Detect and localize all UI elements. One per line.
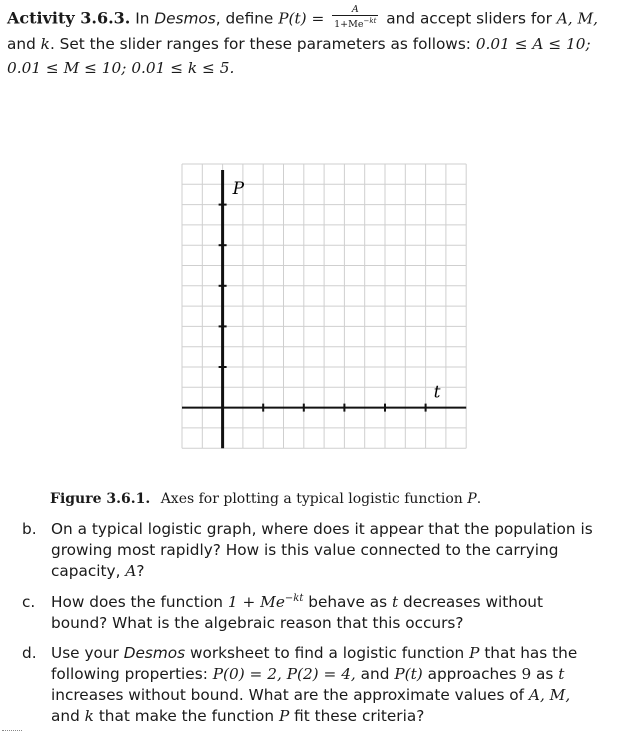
question-d-pt: P(t) (394, 665, 423, 683)
question-d-var-p: P (469, 644, 480, 662)
question-d-var-p2: P (278, 707, 290, 725)
fraction-denominator (332, 16, 378, 30)
question-c-label: c. (22, 593, 36, 611)
question-b-var: A (125, 562, 137, 580)
question-c-expr: $1 + Me^{-kt}$ (227, 592, 304, 611)
question-d (22, 643, 602, 727)
after-fraction-text: and accept sliders for (386, 9, 552, 28)
question-b-end: ? (136, 562, 145, 580)
logistic-fraction (332, 4, 378, 30)
question-d-var-t: t (558, 665, 565, 683)
app-name: Desmos (154, 9, 216, 28)
activity-header (7, 6, 619, 80)
x-axis-label: t (433, 382, 441, 403)
question-d-part1: Use your (51, 644, 119, 662)
question-d-vars: A, M, (528, 686, 571, 704)
y-axis-label: P (232, 179, 245, 199)
question-d-part5: approaches (427, 665, 517, 683)
lead-word: In (135, 9, 150, 28)
question-b-label: b. (22, 520, 37, 538)
define-text: , define (215, 9, 274, 28)
slider-vars: A, M, (556, 9, 599, 28)
question-b-text: On a typical logistic graph, where does it appear that the population is growing most rapidly? How is this value connected to the carrying capacity, (51, 520, 593, 580)
figure-label: Figure 3.6.1. (50, 491, 151, 507)
caption-var: P (467, 491, 477, 507)
question-c-part1: How does the function (51, 593, 224, 611)
function-lhs: P(t) = (278, 9, 325, 28)
range-k: 0.01 ≤ k ≤ 5. (131, 59, 235, 78)
logistic-axes-graph (178, 160, 470, 455)
question-d-part2: worksheet to find a logistic function (189, 644, 465, 662)
line2-a: and (7, 35, 36, 54)
caption-text: Axes for plotting a typical logistic function (160, 491, 463, 507)
question-c-part3: decreases without bound? What is the algebraic reason that this occurs? (51, 593, 544, 632)
grid-lines (182, 164, 466, 448)
line2-b: . Set the slider ranges for these parameters as follows: (49, 35, 471, 54)
question-d-var-k: k (84, 707, 94, 725)
page-edge-marker (2, 730, 22, 731)
denominator-base: 1+Me (334, 19, 364, 31)
question-c-exp: −kt (284, 592, 304, 604)
denominator-exponent: −kt (363, 17, 377, 25)
question-d-part4: and (360, 665, 390, 683)
activity-label: Activity 3.6.3. (7, 8, 131, 28)
question-c-var-t: t (391, 593, 399, 611)
question-d-nine: 9 (521, 665, 532, 683)
question-d-part6: as (536, 665, 554, 683)
question-c (22, 592, 602, 634)
question-d-props: P(0) = 2, P(2) = 4, (212, 665, 356, 683)
axis-ticks (219, 205, 426, 412)
figure-caption (50, 489, 481, 509)
fraction-numerator: A (332, 4, 378, 16)
question-d-label: d. (22, 644, 37, 662)
range-m: 0.01 ≤ M ≤ 10; (7, 59, 127, 78)
question-b (22, 519, 602, 582)
range-a: 0.01 ≤ A ≤ 10; (475, 35, 591, 54)
k-var: k (40, 35, 50, 54)
question-d-part10: fit these criteria? (294, 707, 425, 725)
caption-end: . (476, 491, 482, 507)
question-d-part9: that make the function (98, 707, 275, 725)
question-d-part3: that has the following properties: (51, 644, 578, 683)
question-d-part8: and (51, 707, 80, 725)
question-d-app: Desmos (123, 644, 186, 662)
question-c-part2: behave as (308, 593, 388, 611)
question-d-part7: increases without bound. What are the approximate values of (51, 686, 525, 704)
